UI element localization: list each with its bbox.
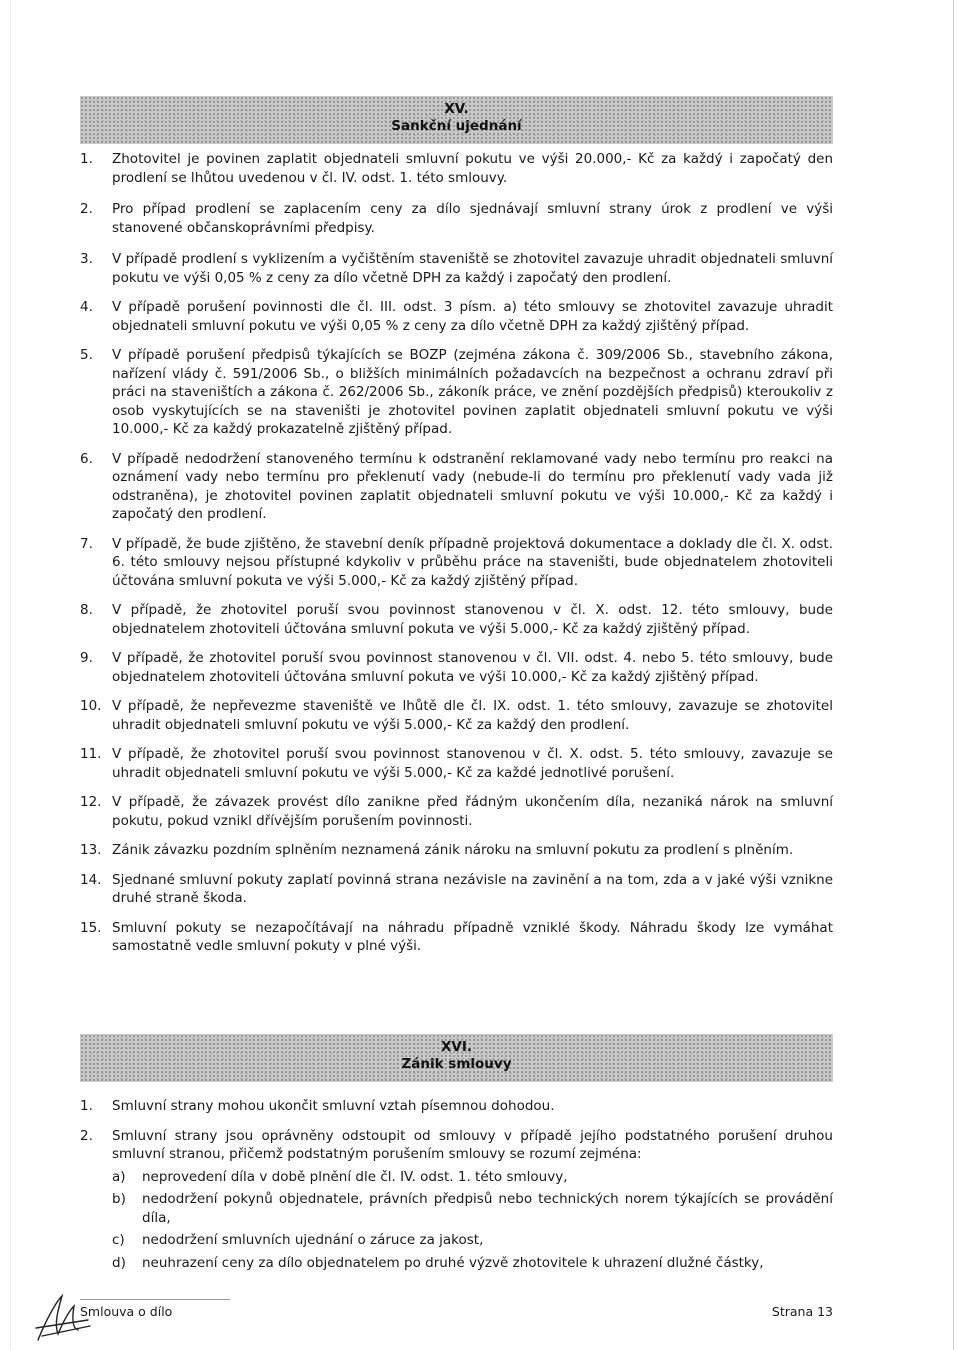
clause-number: 1. [80,1098,93,1114]
clause-text: V případě porušení povinnosti dle čl. III. odst. 3 písm. a) této smlouvy se zhotovitel zavazuje uhradit objednateli smluvní pokutu ve výši 0,05 % z ceny za dílo včetně DPH za každý zjištěný případ. [112,299,833,334]
clause-15-11 [80,745,833,782]
clause-text: V případě nedodržení stanoveného termínu k odstranění reklamované vady nebo termínu pro reakci na oznámení vady nebo termínu pro překlenutí vady (nebude-li do termínu pro překlenutí vady vada již odstraněna), je zhotovitel povinen zaplatit objednateli smluvní pokutu ve výši 10.000,- Kč za každý i započatý den prodlení. [112,450,833,522]
clause-text: V případě, že závazek provést dílo zanikne před řádným ukončením díla, nezaniká nárok na smluvní pokutu, pokud vznikl dřívějším porušením povinnosti. [112,794,833,829]
subclause-text: nedodržení smluvních ujednání o záruce za jakost, [142,1232,484,1248]
section-16-list [80,1097,833,1272]
section-15-title: Sankční ujednání [391,118,522,134]
clause-15-12 [80,793,833,830]
subclause-c [80,1231,833,1250]
clause-15-8 [80,601,833,638]
clause-15-5 [80,346,833,439]
section-15-number: XV. [444,101,469,117]
clause-16-1 [80,1097,833,1116]
subclause-text: nedodržení pokynů objednatele, právních předpisů nebo technických norem týkajících se provádění díla, [142,1191,833,1226]
clause-number: 12. [80,794,102,810]
clause-number: 4. [80,299,93,315]
clause-number: 5. [80,347,93,363]
clause-text: V případě prodlení s vyklizením a vyčištěním staveniště se zhotovitel zavazuje uhradit objednateli smluvní pokutu ve výši 0,05 % z ceny za dílo včetně DPH za každý i započatý den prodlení. [112,251,833,286]
clause-text: V případě porušení předpisů týkajících se BOZP (zejména zákona č. 309/2006 Sb., stavebního zákona, nařízení vlády č. 591/2006 Sb., o bližších minimálních požadavcích na bezpečnost a ochranu zdraví při práci na staveništích a zákona č. 262/2006 Sb., zákoník práce, ve znění pozdějších předpisů) kteroukoliv z osob vyskytujících se na staveništi je zhotovitel povinen zaplatit objednateli smluvní pokutu ve výši 10.000,- Kč za každý prokazatelně zjištěný případ. [112,347,833,437]
clause-15-14 [80,871,833,908]
subclause-letter: a) [112,1168,126,1185]
subclause-b [80,1190,833,1227]
clause-15-10 [80,697,833,734]
section-16-number: XVI. [440,1039,472,1055]
clause-text: V případě, že zhotovitel poruší svou povinnost stanovenou v čl. X. odst. 12. této smlouvy, bude objednatelem zhotoviteli účtována smluvní pokuta ve výši 5.000,- Kč za každý zjištěný případ. [112,602,833,637]
clause-text: Zhotovitel je povinen zaplatit objednateli smluvní pokutu ve výši 20.000,- Kč za každý i započatý den prodlení se lhůtou uvedenou v čl. IV. odst. 1. této smlouvy. [112,151,833,186]
scan-edge-right [953,0,954,1350]
clause-number: 9. [80,650,93,666]
section-16-header [80,1034,833,1082]
subclause-text: neprovedení díla v době plnění dle čl. IV. odst. 1. této smlouvy, [142,1168,568,1185]
clause-number: 13. [80,842,102,858]
clause-text: Pro případ prodlení se zaplacením ceny za dílo sjednávají smluvní strany úrok z prodlení ve výši stanovené občanskoprávními předpisy. [112,201,833,236]
clause-number: 7. [80,535,93,552]
clause-15-9 [80,649,833,686]
clause-number: 2. [80,1127,93,1144]
clause-15-4 [80,298,833,335]
clause-16-2 [80,1127,833,1164]
section-16-title: Zánik smlouvy [401,1056,512,1072]
clause-text: V případě, že nepřevezme staveniště ve lhůtě dle čl. IX. odst. 1. této smlouvy, zavazuje se zhotovitel uhradit objednateli smluvní pokutu ve výši 5.000,- Kč za každý den prodlení. [112,698,833,733]
section-15-header [80,96,833,144]
clause-text: Smluvní pokuty se nezapočítávají na náhradu případně vzniklé škody. Náhradu škody lze vymáhat samostatně vedle smluvní pokuty v plné výši. [112,919,833,954]
clause-15-13 [80,841,833,860]
clause-text: V případě, že zhotovitel poruší svou povinnost stanovenou v čl. X. odst. 5. této smlouvy, zavazuje se uhradit objednateli smluvní pokutu ve výši 5.000,- Kč za každé jednotlivé porušení. [112,746,833,781]
clause-number: 11. [80,746,102,762]
clause-15-7 [80,535,833,591]
clause-number: 3. [80,251,93,267]
clause-number: 6. [80,450,93,467]
subclause-letter: c) [112,1232,125,1248]
clause-number: 14. [80,871,102,888]
clause-number: 15. [80,919,102,936]
section-15-list [80,150,833,956]
clause-number: 10. [80,698,102,714]
footer-rule [80,1299,230,1300]
footer-page-number: Strana 13 [771,1304,833,1319]
clause-number: 2. [80,201,93,217]
subclause-a [80,1168,833,1187]
clause-text: Smluvní strany jsou oprávněny odstoupit od smlouvy v případě jejího podstatného porušení druhou smluvní stranou, přičemž podstatným porušením smlouvy se rozumí zejména: [112,1127,833,1162]
subclause-d [80,1254,833,1273]
subclause-letter: d) [112,1254,126,1271]
clause-15-1 [80,150,833,187]
clause-text: V případě, že bude zjištěno, že stavební deník případně projektová dokumentace a doklady dle čl. X. odst. 6. této smlouvy nejsou přístupné kdykoliv v průběhu práce na staveništi, bude objednatelem zhotoviteli účtována smluvní pokuta ve výši 5.000,- Kč za každý zjištěný případ. [112,535,833,589]
clause-text: V případě, že zhotovitel poruší svou povinnost stanovenou v čl. VII. odst. 4. nebo 5. této smlouvy, bude objednatelem zhotoviteli účtována smluvní pokuta ve výši 10.000,- Kč za každý zjištěný případ. [112,650,833,685]
clause-text: Smluvní strany mohou ukončit smluvní vztah písemnou dohodou. [112,1098,555,1114]
footer-document-name: Smlouva o dílo [80,1304,173,1319]
clause-number: 8. [80,602,93,618]
subclause-text: neuhrazení ceny za dílo objednatelem po druhé výzvě zhotovitele k uhrazení dlužné částky, [142,1254,764,1271]
clause-15-2 [80,200,833,237]
subclause-letter: b) [112,1191,126,1207]
clause-number: 1. [80,151,93,167]
clause-text: Sjednané smluvní pokuty zaplatí povinná strana nezávisle na zavinění a na tom, zda a v jaké výši vznikne druhé straně škoda. [112,871,833,906]
scan-edge-left [10,0,11,1350]
clause-15-6 [80,450,833,524]
clause-text: Zánik závazku pozdním splněním neznamená zánik nároku na smluvní pokutu za prodlení s plněním. [112,842,794,858]
clause-15-3 [80,250,833,287]
clause-15-15 [80,919,833,956]
